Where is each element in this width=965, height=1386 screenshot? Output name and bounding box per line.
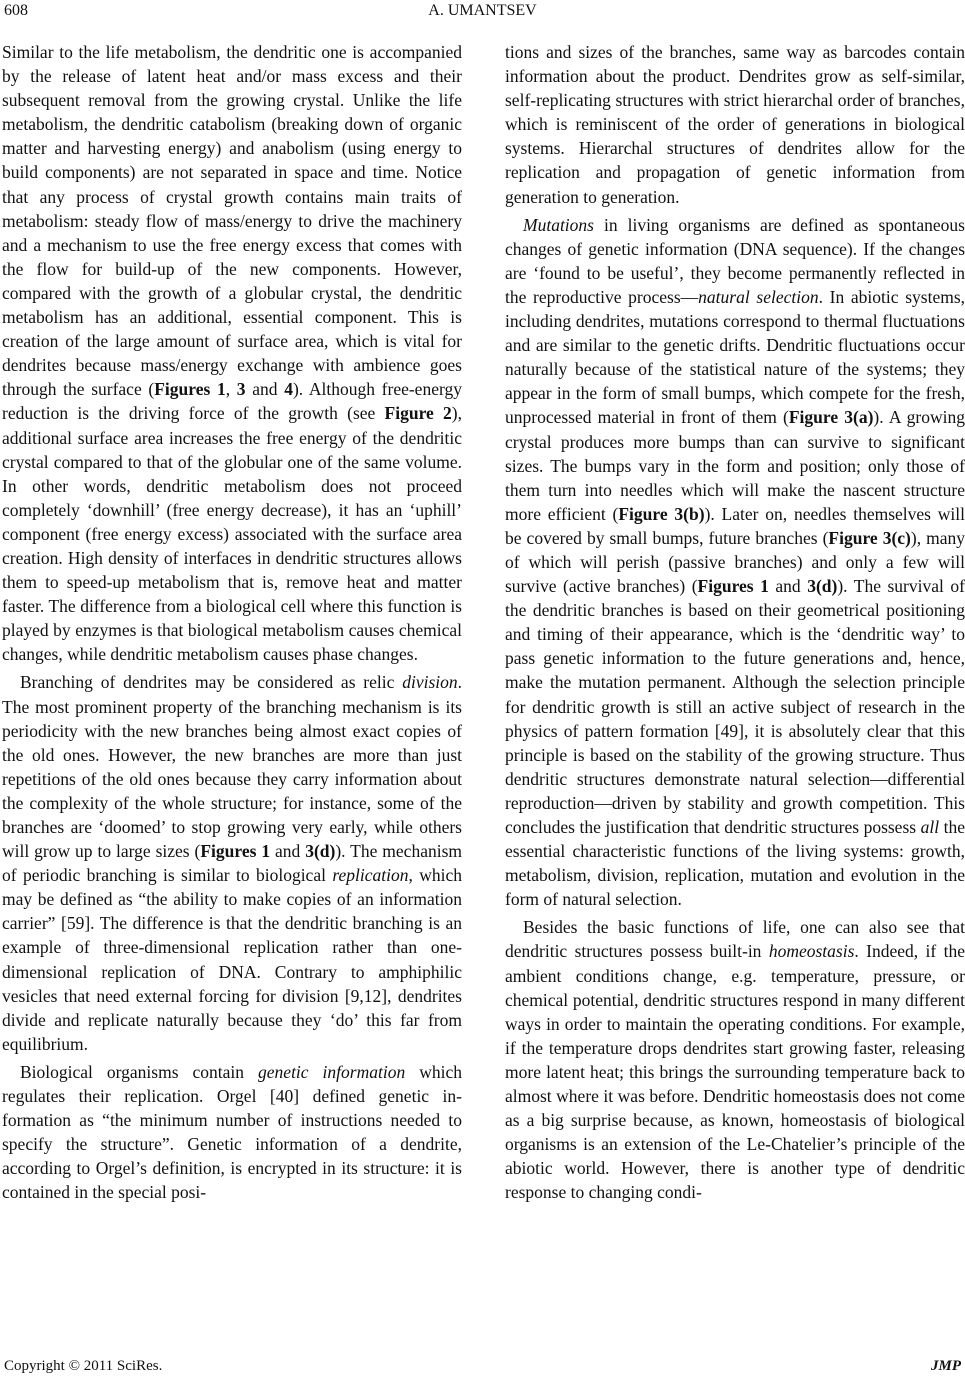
figure-reference: Figures 1 bbox=[697, 576, 769, 597]
text-run: Similar to the life metabolism, the dendritic one is accompanied by the release of latent heat and/or mass excess and their subsequent removal from the growing crystal. Unlike the life metabolism, the dendritic catabolism (breaking down of organic matter and harvesting energy) and anabolism (using energy to build components) are not separated in space and time. Notice that any process of crystal growth contains main traits of metabolism: steady flow of mass/energy to drive the machinery and a mechanism to use the free energy excess that comes with the flow for build-up of the new components. However, compared with the growth of a globular crystal, the dendritic metabolism has an additional, essential component. This is creation of the large amount of surface area, which is vital for dendrites because mass/energy exchange with ambience goes through the surface ( bbox=[2, 42, 462, 400]
figure-reference: 3(d) bbox=[305, 841, 336, 862]
text-run: Branching of dendrites may be considered as relic bbox=[20, 672, 403, 693]
text-run: , which may be defined as “the ability to make copies of an information carrier” [59]. The difference is that the dendritic branching is an example of three-dimensional replication rather than one-dimensional replication of DNA. Contrary to amphiphilic vesicles that need external forcing for division [9,12], dendrites divide and replicate naturally because they ‘do’ this far from equilibrium. bbox=[2, 865, 462, 1054]
paragraph bbox=[2, 670, 462, 1056]
right-column bbox=[505, 40, 965, 1205]
text-run: ). The survival of the dendritic branches is based on their geometrical positioning and timing of their appearance, which is the ‘dendritic way’ to pass genetic information to the future generations and, hence, make the mutation permanent. Although the selection principle for dendritic growth is still an active subject of research in the physics of pattern formation [49], it is absolutely clear that this principle is based on the stability of the growing structure. Thus dendritic structures demonstrate natural selection—differential reproduction—driven by stability and growth competition. This concludes the justification that dendritic structures possess bbox=[505, 576, 965, 837]
emphasized-term: natural selection bbox=[698, 286, 819, 307]
figure-reference: 3(d) bbox=[807, 576, 838, 597]
figure-reference: Figure 3(c) bbox=[828, 527, 911, 548]
journal-abbreviation: JMP bbox=[931, 1358, 961, 1374]
figure-reference: Figure 2 bbox=[384, 403, 452, 424]
text-run: ), additional surface area increases the free energy of the dendritic crystal compared to that of the globular one of the same volume. In other words, dendritic metabolism does not proceed completely ‘downhill’ (free energy decrease), it has an ‘uphill’ component (free energy excess) associated with the surface area creation. High density of interfaces in dendritic structures allows them to speed-up metabolism that is, remove heat and matter faster. The difference from a biological cell where this function is played by enzymes is that biological metabolism causes chemical changes, while dendritic metabolism causes phase changes. bbox=[2, 403, 462, 665]
figure-reference: 4 bbox=[284, 379, 293, 400]
text-run: and bbox=[270, 841, 306, 862]
figure-reference: Figure 3(b) bbox=[618, 503, 705, 524]
text-run: ). Later on, needles themselves will be covered by small bumps, future branches ( bbox=[505, 503, 965, 548]
text-run: which regulates their replication. Orgel [40] defined genetic in- formation as “the minimum number of instructions needed to specify the structure”. Genetic information of a dendrite, according to Orgel’s definition, is encrypted in its structure: it is contained in the special posi- bbox=[2, 1061, 462, 1203]
emphasized-term: all bbox=[920, 817, 940, 837]
figure-reference: Figures 1 bbox=[154, 379, 226, 400]
emphasized-term: genetic information bbox=[258, 1061, 406, 1082]
text-run: in living organisms are defined as spontaneous changes of genetic information (DNA sequence). If the changes are ‘found to be useful’, they become permanently reflected in the reproductive process— bbox=[505, 214, 965, 307]
text-run: ). A growing crystal produces more bumps than can survive to significant sizes. The bumps vary in the form and position; only those of them turn into needles which will make the nascent structure more efficient ( bbox=[505, 407, 965, 524]
text-run: and bbox=[245, 379, 285, 400]
text-run: and bbox=[768, 576, 808, 597]
copyright-notice: Copyright © 2011 SciRes. bbox=[4, 1358, 163, 1374]
paragraph bbox=[505, 40, 965, 209]
text-run: ), many of which will perish (passive branches) and only a few will survive (active branches) ( bbox=[505, 527, 965, 597]
page-footer bbox=[0, 1352, 965, 1382]
text-run: . In abiotic systems, including dendrites, mutations correspond to thermal fluctuations and are similar to the genetic drifts. Dendritic fluctuations occur naturally because of the statistical nature of the systems; they appear in the form of small bumps, which compete for the fresh, unprocessed material in front of them ( bbox=[505, 286, 965, 428]
emphasized-term: division bbox=[402, 672, 458, 693]
paragraph bbox=[2, 1060, 462, 1205]
text-run: the essential characteristic functions of the living systems: growth, metabolism, division, replication, mutation and evolution in the form of natural selection. bbox=[505, 817, 965, 910]
emphasized-term: replication bbox=[332, 865, 409, 886]
figure-reference: Figure 3(a) bbox=[788, 407, 874, 428]
page-number: 608 bbox=[4, 2, 28, 19]
text-run: Besides the basic functions of life, one can also see that dendritic structures possess built-in bbox=[505, 917, 965, 962]
figure-reference: Figures 1 bbox=[200, 841, 271, 862]
emphasized-term: homeostasis bbox=[768, 941, 855, 962]
emphasized-term: Mutations bbox=[523, 214, 594, 235]
paragraph bbox=[505, 213, 965, 912]
text-run: , bbox=[225, 379, 237, 400]
paragraph bbox=[505, 915, 965, 1204]
paragraph bbox=[2, 40, 462, 666]
running-head: A. UMANTSEV bbox=[428, 2, 537, 19]
left-column bbox=[2, 40, 462, 1205]
text-run: . The most prominent property of the branching mechanism is its periodicity with the new branches being almost exact copies of the old ones. However, the new branches are more than just repetitions of the old ones because they carry information about the complexity of the whole structure; for instance, some of the branches are ‘doomed’ to stop growing very early, while others will grow up to large sizes ( bbox=[2, 672, 462, 862]
text-run: tions and sizes of the branches, same way as barcodes contain information about the product. Dendrites grow as self-similar, self-replicating structures with strict hierarchal order of branches, which is reminiscent of the order of generations in biological systems. Hierarchal structures of dendrites allow for the replication and propagation of genetic information from generation to generation. bbox=[505, 42, 965, 207]
text-run: Biological organisms contain bbox=[20, 1061, 259, 1082]
text-run: . Indeed, if the ambient conditions change, e.g. temperature, pressure, or chemical potential, dendritic structures respond in many different ways in order to maintain the operating conditions. For example, if the temperature drops dendrites start growing faster, releasing more latent heat; this brings the surrounding temperature back to almost where it was before. Dendritic homeostasis does not come as a big surprise because, as known, homeostasis of biological organisms is an extension of the Le-Chatelier’s principle of the abiotic world. However, there is another type of dendritic response to changing condi- bbox=[505, 941, 965, 1203]
text-run: ). The mechanism of periodic branching is similar to biological bbox=[2, 841, 462, 886]
text-run: ). Although free-energy reduction is the driving force of the growth (see bbox=[2, 379, 462, 424]
figure-reference: 3 bbox=[236, 379, 246, 400]
